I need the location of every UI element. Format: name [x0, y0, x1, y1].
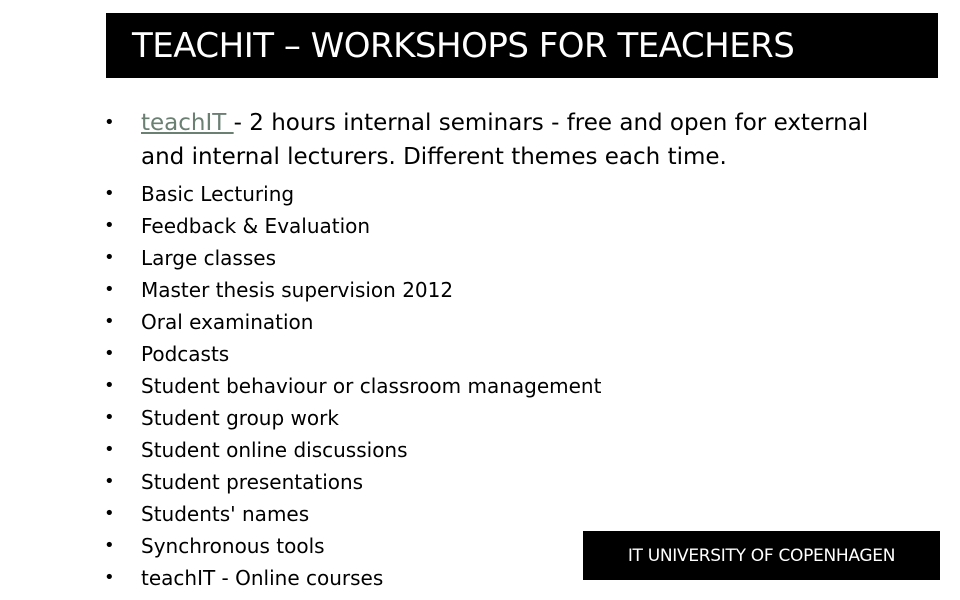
topic-label: Student online discussions	[141, 438, 408, 462]
footer-badge	[583, 531, 940, 580]
bullet-icon: •	[104, 311, 115, 332]
topic-label: Synchronous tools	[141, 534, 325, 558]
topic-label: Large classes	[141, 246, 276, 270]
bullet-icon: •	[104, 247, 115, 268]
list-item	[98, 210, 918, 242]
topic-label: teachIT - Online courses	[141, 566, 384, 590]
teachit-link[interactable]: teachIT	[141, 110, 234, 136]
topic-label: Student behaviour or classroom management	[141, 374, 602, 398]
bullet-icon: •	[104, 567, 115, 588]
intro-text: - 2 hours internal seminars - free and open for external and internal lecturers. Different themes each time.	[141, 110, 869, 170]
topic-label: Podcasts	[141, 342, 230, 366]
list-item	[98, 274, 918, 306]
topic-label: Students' names	[141, 502, 310, 526]
content-area	[98, 106, 918, 594]
topic-label: Student presentations	[141, 470, 364, 494]
university-name: IT UNIVERSITY OF COPENHAGEN	[627, 545, 896, 566]
list-item	[98, 466, 918, 498]
list-item	[98, 370, 918, 402]
list-item	[98, 338, 918, 370]
bullet-icon: •	[104, 279, 115, 300]
list-item	[98, 402, 918, 434]
title-bar	[106, 13, 938, 78]
bullet-icon: •	[104, 183, 115, 204]
topic-label: Oral examination	[141, 310, 314, 334]
bullet-icon: •	[104, 439, 115, 460]
topic-label: Student group work	[141, 406, 339, 430]
topic-label: Feedback & Evaluation	[141, 214, 371, 238]
topic-label: Master thesis supervision 2012	[141, 278, 454, 302]
list-item	[98, 242, 918, 274]
intro-list-item	[98, 106, 918, 174]
slide-title: TEACHIT – WORKSHOPS FOR TEACHERS	[132, 25, 795, 66]
list-item	[98, 306, 918, 338]
list-item	[98, 434, 918, 466]
bullet-icon: •	[104, 375, 115, 396]
bullet-icon: •	[104, 112, 115, 133]
bullet-icon: •	[104, 407, 115, 428]
bullet-list	[98, 106, 918, 594]
list-item	[98, 498, 918, 530]
bullet-icon: •	[104, 471, 115, 492]
bullet-icon: •	[104, 215, 115, 236]
list-item	[98, 178, 918, 210]
topic-label: Basic Lecturing	[141, 182, 295, 206]
bullet-icon: •	[104, 535, 115, 556]
bullet-icon: •	[104, 343, 115, 364]
bullet-icon: •	[104, 503, 115, 524]
